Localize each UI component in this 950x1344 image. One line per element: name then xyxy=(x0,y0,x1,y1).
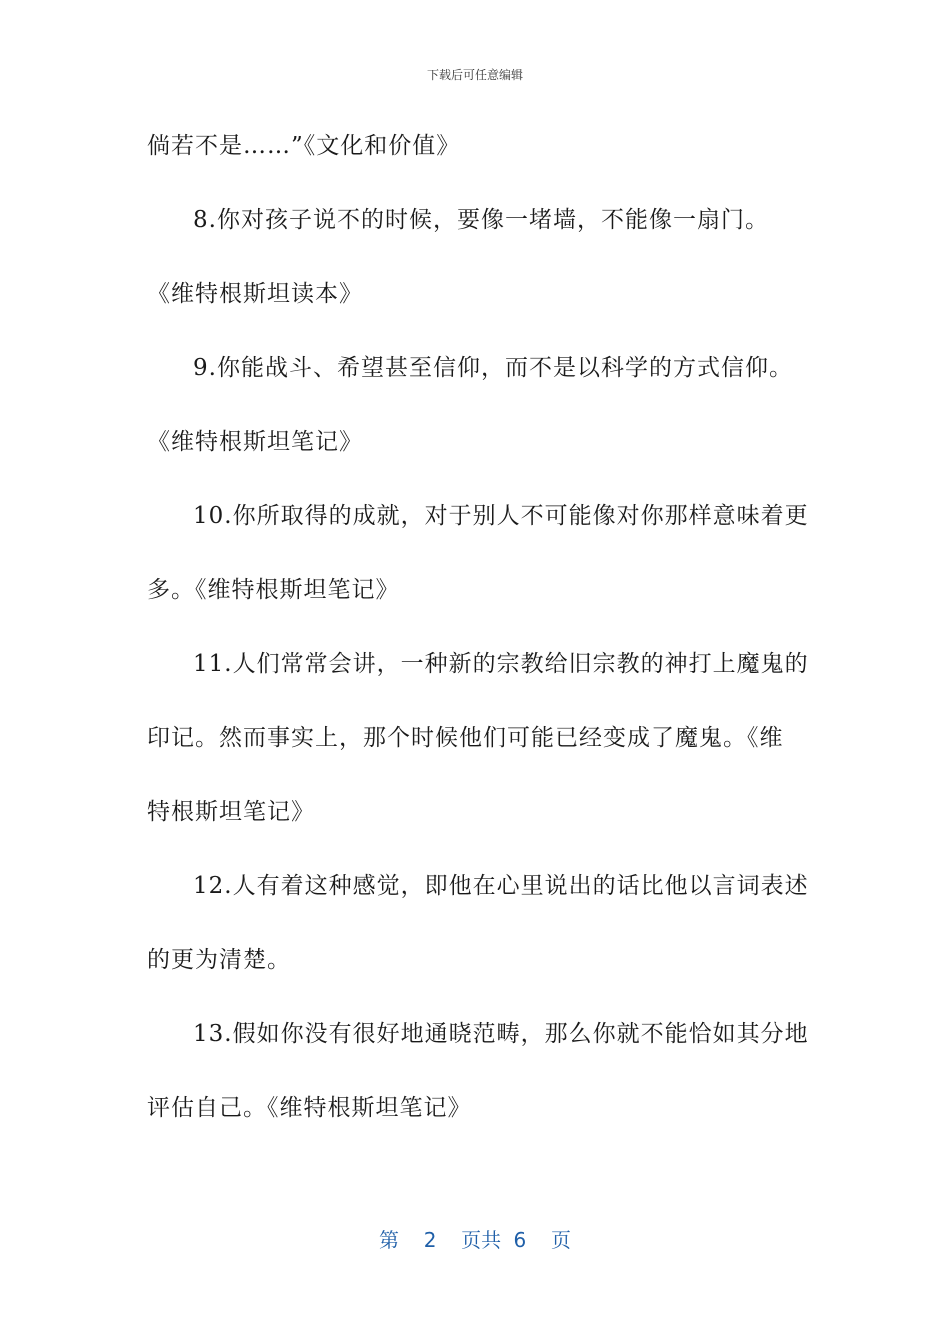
quote-13-line-2: 评估自己。《维特根斯坦笔记》 xyxy=(147,1095,472,1121)
quote-10-line-2: 多。《维特根斯坦笔记》 xyxy=(147,577,400,603)
quote-8-source: 《维特根斯坦读本》 xyxy=(147,281,363,307)
page-number-footer: 第 2 页共 6 页 xyxy=(379,1228,571,1252)
quote-12-line-2: 的更为清楚。 xyxy=(147,947,291,973)
quote-10-line-1: 10.你所取得的成就，对于别人不可能像对你那样意味着更 xyxy=(193,503,809,529)
quote-8-line-1: 8.你对孩子说不的时候，要像一堵墙，不能像一扇门。 xyxy=(193,207,769,233)
quote-9-line-1: 9.你能战斗、希望甚至信仰，而不是以科学的方式信仰。 xyxy=(193,355,793,381)
document-body xyxy=(147,120,807,1156)
quote-12-line-1: 12.人有着这种感觉，即他在心里说出的话比他以言词表述 xyxy=(193,873,809,899)
quote-11-line-1: 11.人们常常会讲，一种新的宗教给旧宗教的神打上魔鬼的 xyxy=(193,651,809,677)
quote-11-line-2: 印记。然而事实上，那个时候他们可能已经变成了魔鬼。《维 xyxy=(147,725,784,751)
text-line: 倘若不是……”《文化和价值》 xyxy=(147,133,461,159)
quote-13-line-1: 13.假如你没有很好地通晓范畴，那么你就不能恰如其分地 xyxy=(193,1021,809,1047)
quote-11-line-3: 特根斯坦笔记》 xyxy=(147,799,315,825)
page-header: 下载后可任意编辑 xyxy=(426,68,523,82)
quote-9-source: 《维特根斯坦笔记》 xyxy=(147,429,363,455)
